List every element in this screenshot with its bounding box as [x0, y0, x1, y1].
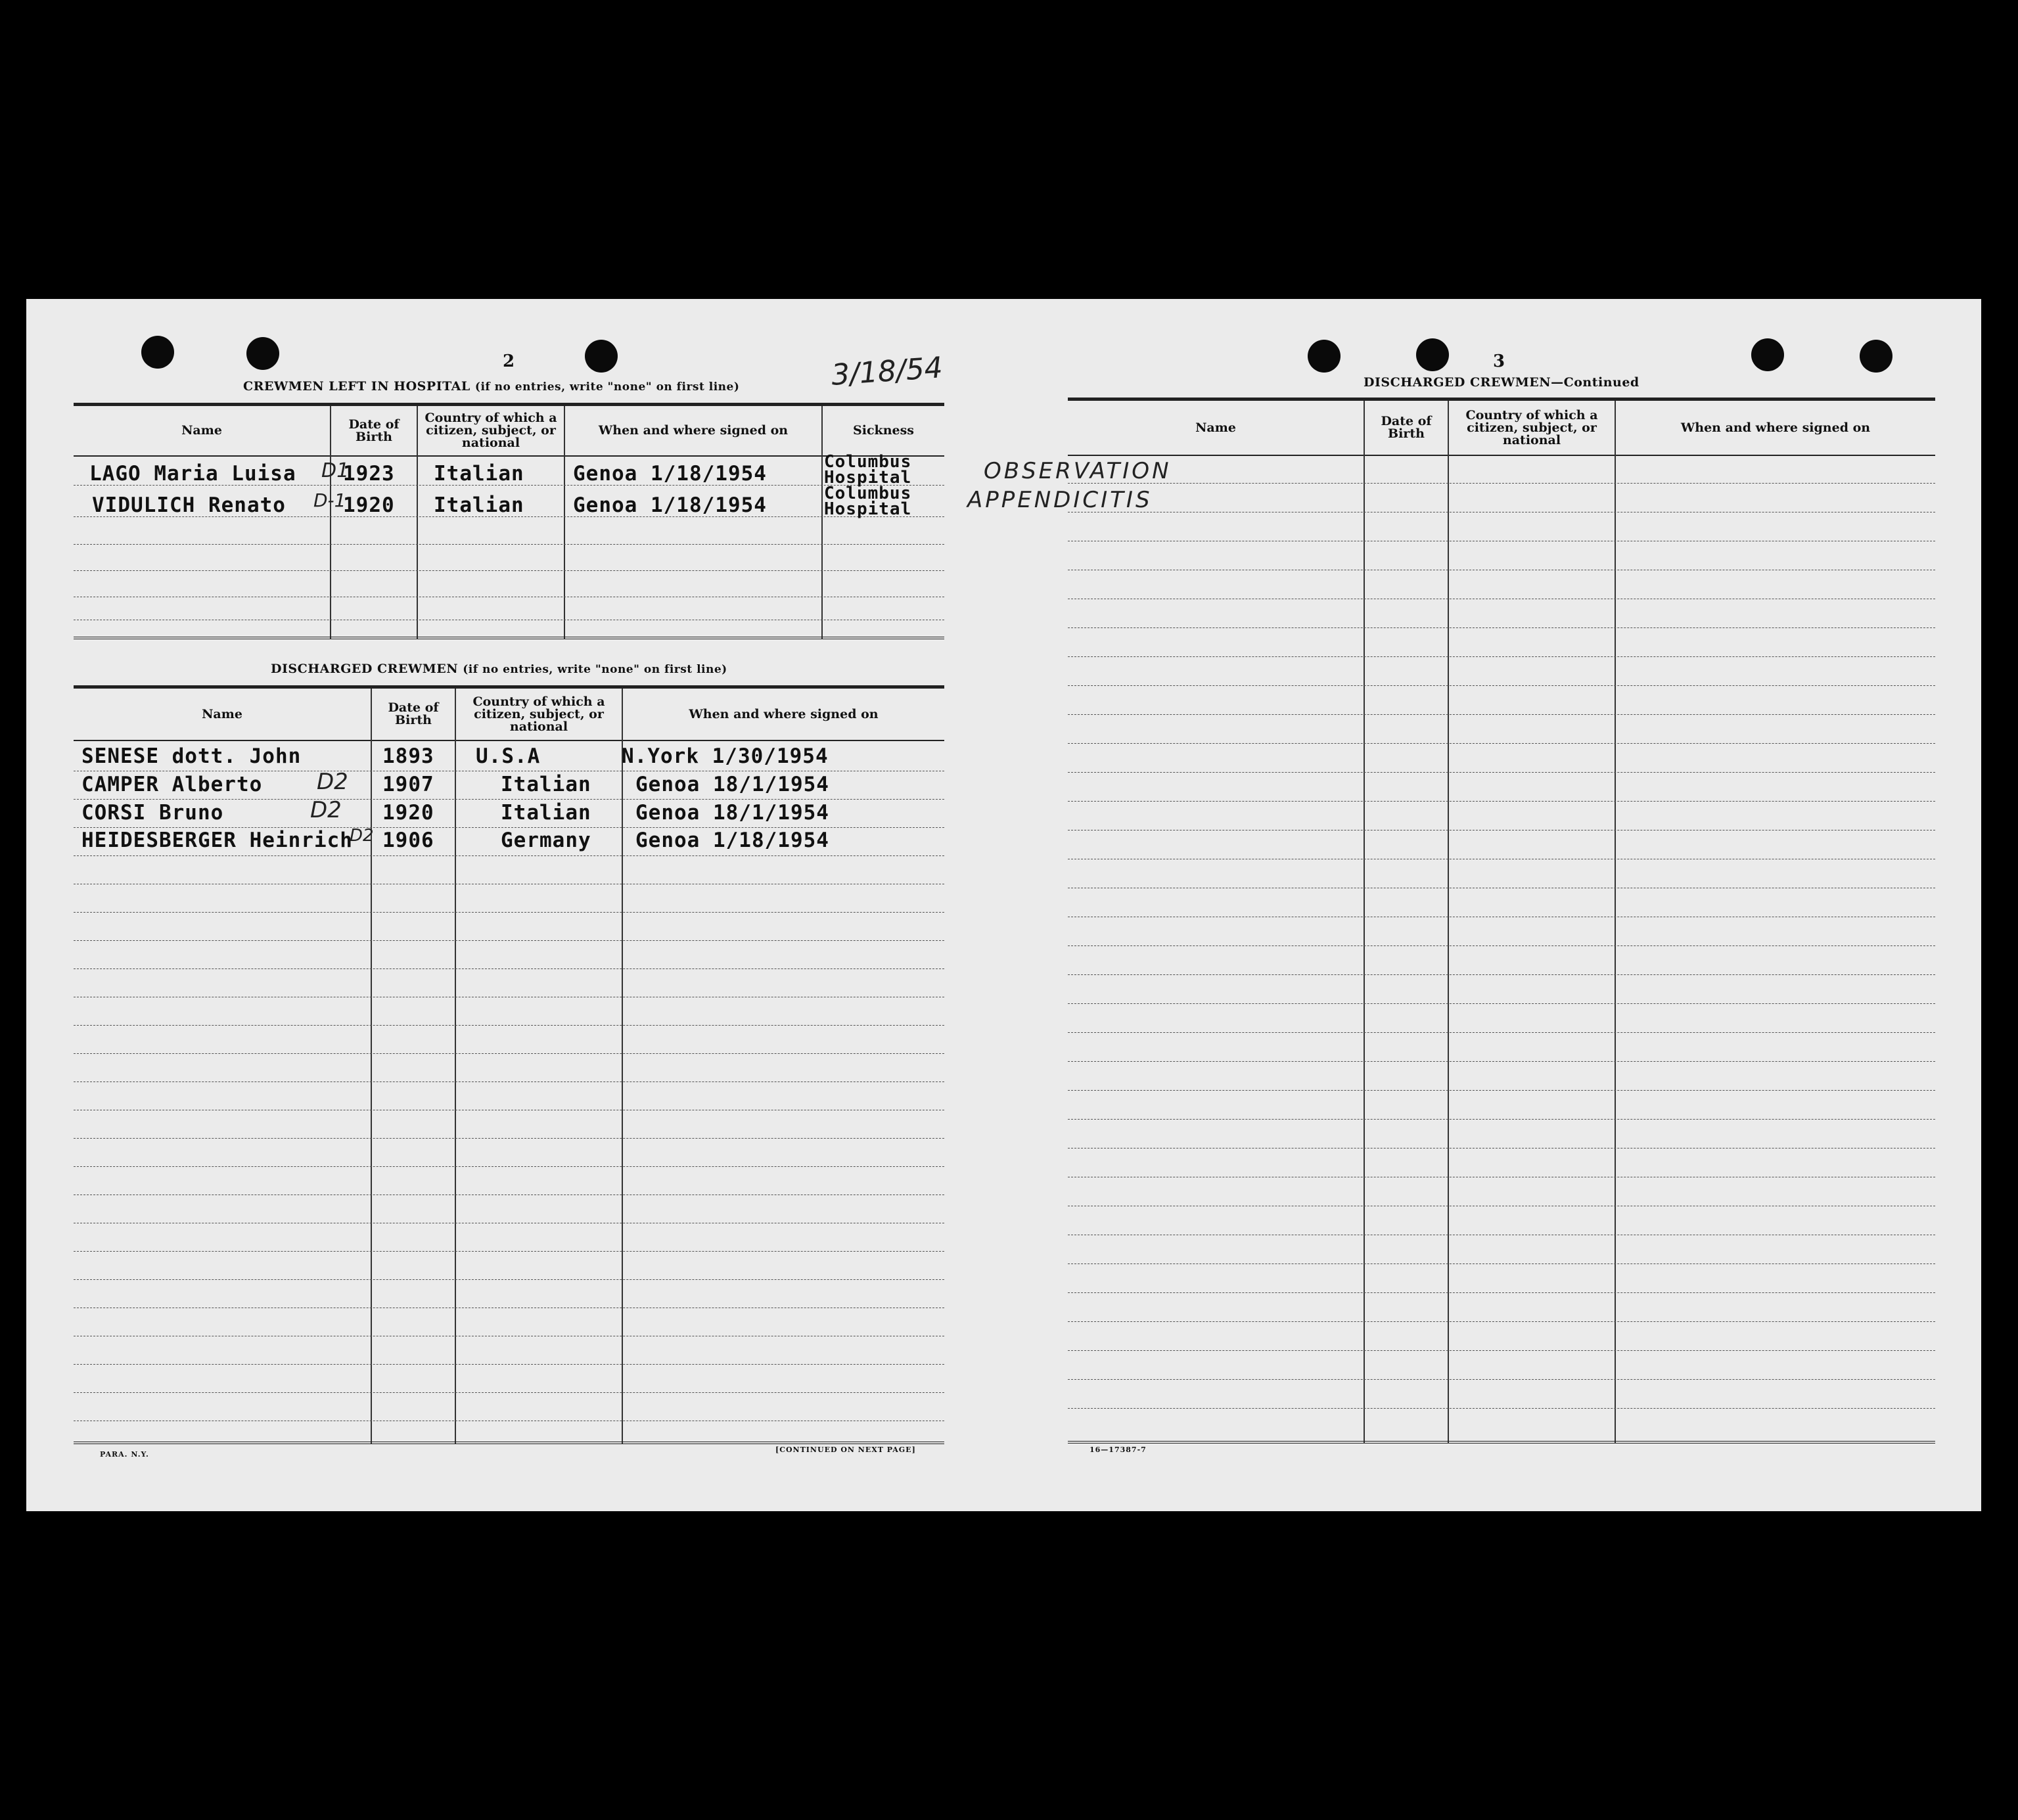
hospital-title-note: (if no entries, write "none" on first line)	[474, 380, 740, 394]
header-signed: When and where signed on	[598, 423, 789, 438]
header-dob: Date of Birth	[388, 700, 439, 727]
crew-name: LAGO Maria Luisa	[89, 462, 296, 486]
discharged-title-note: (if no entries, write "none" on first line)	[463, 663, 727, 676]
row-rule	[1068, 483, 1935, 484]
row-rule	[74, 1194, 944, 1195]
printer-mark: PARA. N.Y.	[100, 1450, 149, 1459]
crew-hospital: Columbus Hospital	[824, 484, 912, 519]
crew-country: Italian	[501, 773, 591, 796]
hospital-title: CREWMEN LEFT IN HOSPITAL	[243, 379, 470, 394]
page-number: 3	[1493, 352, 1505, 371]
row-rule	[74, 912, 944, 913]
crew-country: Italian	[434, 493, 524, 517]
row-rule	[74, 1025, 944, 1026]
discharged-section-title	[271, 662, 727, 676]
header-dob: Date of Birth	[348, 417, 400, 444]
row-rule	[1068, 1350, 1935, 1351]
crew-name: CAMPER Alberto	[81, 773, 263, 796]
row-rule	[74, 1053, 944, 1054]
row-rule	[74, 544, 944, 545]
row-rule	[1068, 656, 1935, 657]
table-bottom-rule	[1068, 1441, 1935, 1444]
row-rule	[1068, 714, 1935, 715]
crew-dob: 1893	[382, 744, 434, 768]
crew-country: Italian	[501, 801, 591, 825]
punch-hole	[141, 336, 174, 369]
header-sickness: Sickness	[853, 423, 914, 438]
form-number: 16—17387-7	[1089, 1445, 1147, 1454]
crew-signed: N.York 1/30/1954	[622, 744, 829, 768]
hospital-table	[74, 403, 1172, 639]
crew-signed: Genoa 1/18/1954	[573, 462, 767, 486]
row-rule	[1068, 1292, 1935, 1293]
header-name: Name	[181, 423, 222, 438]
crew-country: Germany	[501, 829, 591, 852]
row-rule	[74, 1364, 944, 1365]
crew-dob: 1923	[343, 462, 395, 486]
header-country: Country of which a citizen, subject, or national	[472, 694, 605, 734]
row-rule	[1068, 1148, 1935, 1149]
row-rule	[1068, 1379, 1935, 1380]
header-signed: When and where signed on	[1680, 420, 1871, 435]
punch-hole	[1416, 338, 1449, 371]
row-rule	[1068, 945, 1935, 946]
crew-signed: Genoa 18/1/1954	[635, 801, 829, 825]
discharged-title: DISCHARGED CREWMEN	[271, 662, 459, 676]
table-row	[74, 769, 944, 800]
crew-mark: D-1	[313, 489, 346, 511]
row-rule	[74, 1138, 944, 1139]
crew-sickness: OBSERVATION	[984, 458, 1172, 484]
table-row	[74, 826, 944, 856]
table-row	[74, 452, 1172, 491]
discharged-continued-table	[1068, 398, 1935, 1444]
row-rule	[74, 570, 944, 571]
crew-country: Italian	[434, 462, 524, 486]
column-divider	[1364, 401, 1365, 1444]
row-rule	[1068, 801, 1935, 802]
row-rule	[1068, 1003, 1935, 1004]
row-rule	[74, 1279, 944, 1280]
row-rule	[74, 1081, 944, 1082]
row-rule	[1068, 1321, 1935, 1322]
page-number: 2	[503, 352, 515, 371]
row-rule	[1068, 685, 1935, 686]
crew-name: HEIDESBERGER Heinrich	[81, 829, 353, 852]
row-rule	[1068, 772, 1935, 773]
table-bottom-rule	[74, 637, 944, 639]
row-rule	[1068, 743, 1935, 744]
crew-signed: Genoa 18/1/1954	[635, 773, 829, 796]
column-divider	[1615, 401, 1616, 1444]
row-rule	[1068, 1032, 1935, 1033]
crew-mark: D2	[317, 769, 348, 795]
table-row	[74, 484, 1153, 523]
column-divider	[1448, 401, 1449, 1444]
row-rule	[1068, 1408, 1935, 1409]
continued-note: [CONTINUED ON NEXT PAGE]	[775, 1445, 916, 1454]
crew-name: SENESE dott. John	[81, 744, 302, 768]
header-signed: When and where signed on	[689, 706, 879, 721]
discharged-table-header	[74, 689, 944, 741]
crew-mark: D2	[310, 797, 342, 823]
crew-signed: Genoa 1/18/1954	[635, 829, 829, 852]
row-rule	[74, 1251, 944, 1252]
ledger-sheet	[26, 299, 1981, 1511]
crew-name: VIDULICH Renato	[92, 493, 286, 517]
table-row	[74, 797, 944, 829]
row-rule	[1068, 1119, 1935, 1120]
discharged-continued-title: DISCHARGED CREWMEN—Continued	[1364, 375, 1640, 390]
crew-dob: 1920	[343, 493, 395, 517]
discharged-table	[74, 685, 944, 1444]
crew-name: CORSI Bruno	[81, 801, 224, 825]
punch-hole	[246, 337, 279, 370]
punch-hole	[1751, 338, 1784, 371]
crew-country: U.S.A	[476, 744, 541, 768]
discharged-continued-header	[1068, 401, 1935, 456]
crew-hospital: Columbus Hospital	[824, 452, 912, 488]
hospital-table-header	[74, 406, 944, 457]
row-rule	[74, 968, 944, 969]
header-dob: Date of Birth	[1381, 414, 1432, 441]
header-name: Name	[1195, 420, 1236, 435]
table-bottom-rule	[74, 1442, 944, 1444]
crew-signed: Genoa 1/18/1954	[573, 493, 767, 517]
hospital-section-title	[243, 379, 739, 394]
row-rule	[74, 1392, 944, 1393]
row-rule	[1068, 1263, 1935, 1264]
row-rule	[1068, 627, 1935, 628]
row-rule	[74, 940, 944, 941]
header-country: Country of which a citizen, subject, or national	[424, 411, 557, 450]
row-rule	[74, 1166, 944, 1167]
row-rule	[1068, 974, 1935, 975]
punch-hole	[1308, 340, 1341, 373]
punch-hole	[1860, 340, 1892, 373]
crew-mark: D2	[350, 826, 374, 846]
table-row	[74, 744, 944, 772]
crew-sickness: APPENDICITIS	[967, 487, 1153, 513]
header-country: Country of which a citizen, subject, or national	[1465, 407, 1598, 447]
crew-mark: D1	[321, 459, 350, 482]
handwritten-date: 3/18/54	[830, 351, 944, 392]
punch-hole	[585, 340, 618, 373]
header-name: Name	[202, 706, 242, 721]
crew-dob: 1907	[382, 773, 434, 796]
row-rule	[1068, 1061, 1935, 1062]
crew-dob: 1906	[382, 829, 434, 852]
row-rule	[1068, 1090, 1935, 1091]
crew-dob: 1920	[382, 801, 434, 825]
